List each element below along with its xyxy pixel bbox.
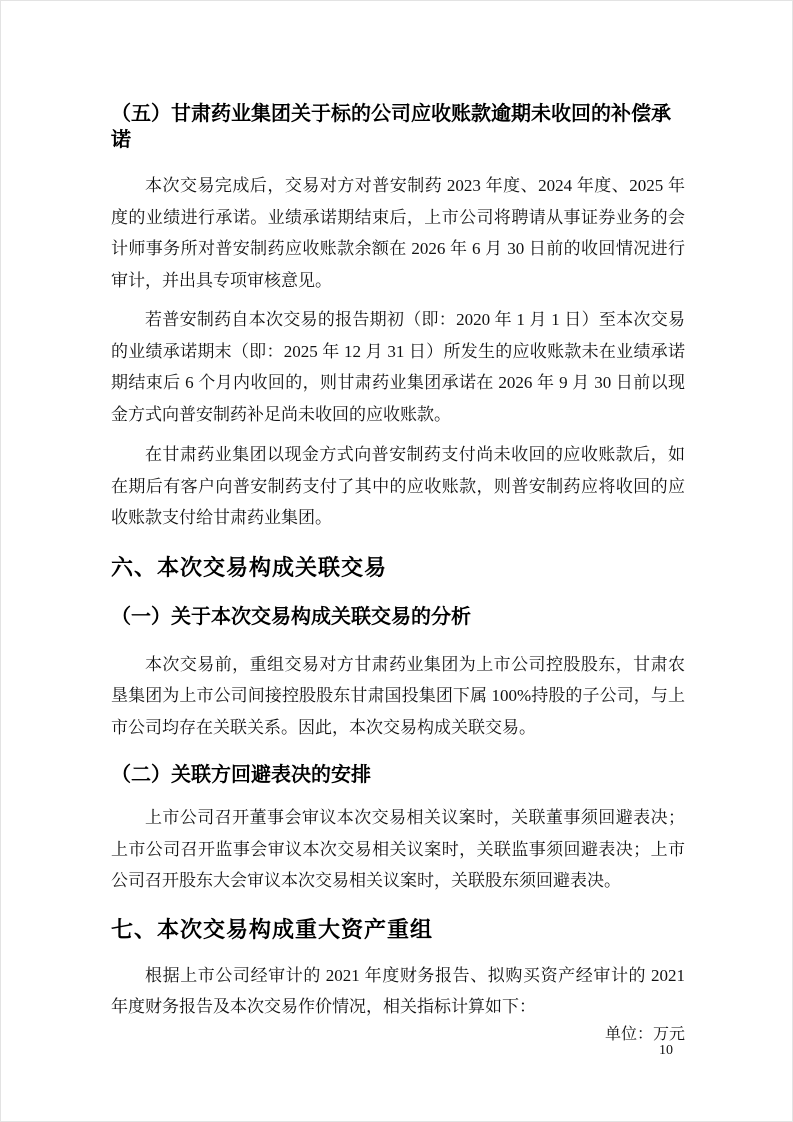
page-number: 10 [659, 1043, 673, 1058]
paragraph-receivables-repayment: 在甘肃药业集团以现金方式向普安制药支付尚未收回的应收账款后，如在期后有客户向普安制药支付了其中的应收账款，则普安制药应将收回的应收账款支付给甘肃药业集团。 [111, 445, 685, 527]
heading-section-6-1-analysis: （一）关于本次交易构成关联交易的分析 [111, 605, 471, 628]
paragraph-voting-abstention-arrangement: 上市公司召开董事会审议本次交易相关议案时，关联董事须回避表决；上市公司召开监事会审议本次交易相关议案时，关联监事须回避表决；上市公司召开股东大会审议本次交易相关议案时，关联股东须回避表决。 [111, 808, 685, 890]
paragraph-receivables-recovery-commitment: 若普安制药自本次交易的报告期初（即：2020 年 1 月 1 日）至本次交易的业绩承诺期末（即：2025 年 12 月 31 日）所发生的应收账款未在业绩承诺期结束后 6 个月内收回的，则甘肃药业集团承诺在 2026 年 9 月 30 日前以现金方式向普安制药补足尚未收回的应收账款。 [111, 310, 685, 424]
heading-section-7-major-asset-restructuring: 七、本次交易构成重大资产重组 [111, 916, 434, 942]
heading-section-5-compensation-commitment: （五）甘肃药业集团关于标的公司应收账款逾期未收回的补偿承诺 [111, 103, 671, 151]
paragraph-performance-commitment: 本次交易完成后，交易对方对普安制药 2023 年度、2024 年度、2025 年度的业绩进行承诺。业绩承诺期结束后，上市公司将聘请从事证券业务的会计师事务所对普安制药应收账款余额在 2026 年 6 月 30 日前的收回情况进行审计，并出具专项审核意见。 [111, 176, 685, 290]
heading-section-6-2-voting-abstention: （二）关联方回避表决的安排 [111, 764, 371, 786]
unit-note: 单位：万元 [604, 1025, 685, 1043]
document-content [111, 101, 685, 1046]
paragraph-related-party-analysis: 本次交易前，重组交易对方甘肃药业集团为上市公司控股股东，甘肃农垦集团为上市公司间接控股股东甘肃国投集团下属 100%持股的子公司，与上市公司均存在关联关系。因此，本次交易构成关联交易。 [111, 654, 685, 737]
paragraph-indicator-calculation-intro: 根据上市公司经审计的 2021 年度财务报告、拟购买资产经审计的 2021 年度财务报告及本次交易作价情况，相关指标计算如下： [111, 965, 685, 1016]
heading-section-6-related-party-transaction: 六、本次交易构成关联交易 [111, 554, 388, 580]
